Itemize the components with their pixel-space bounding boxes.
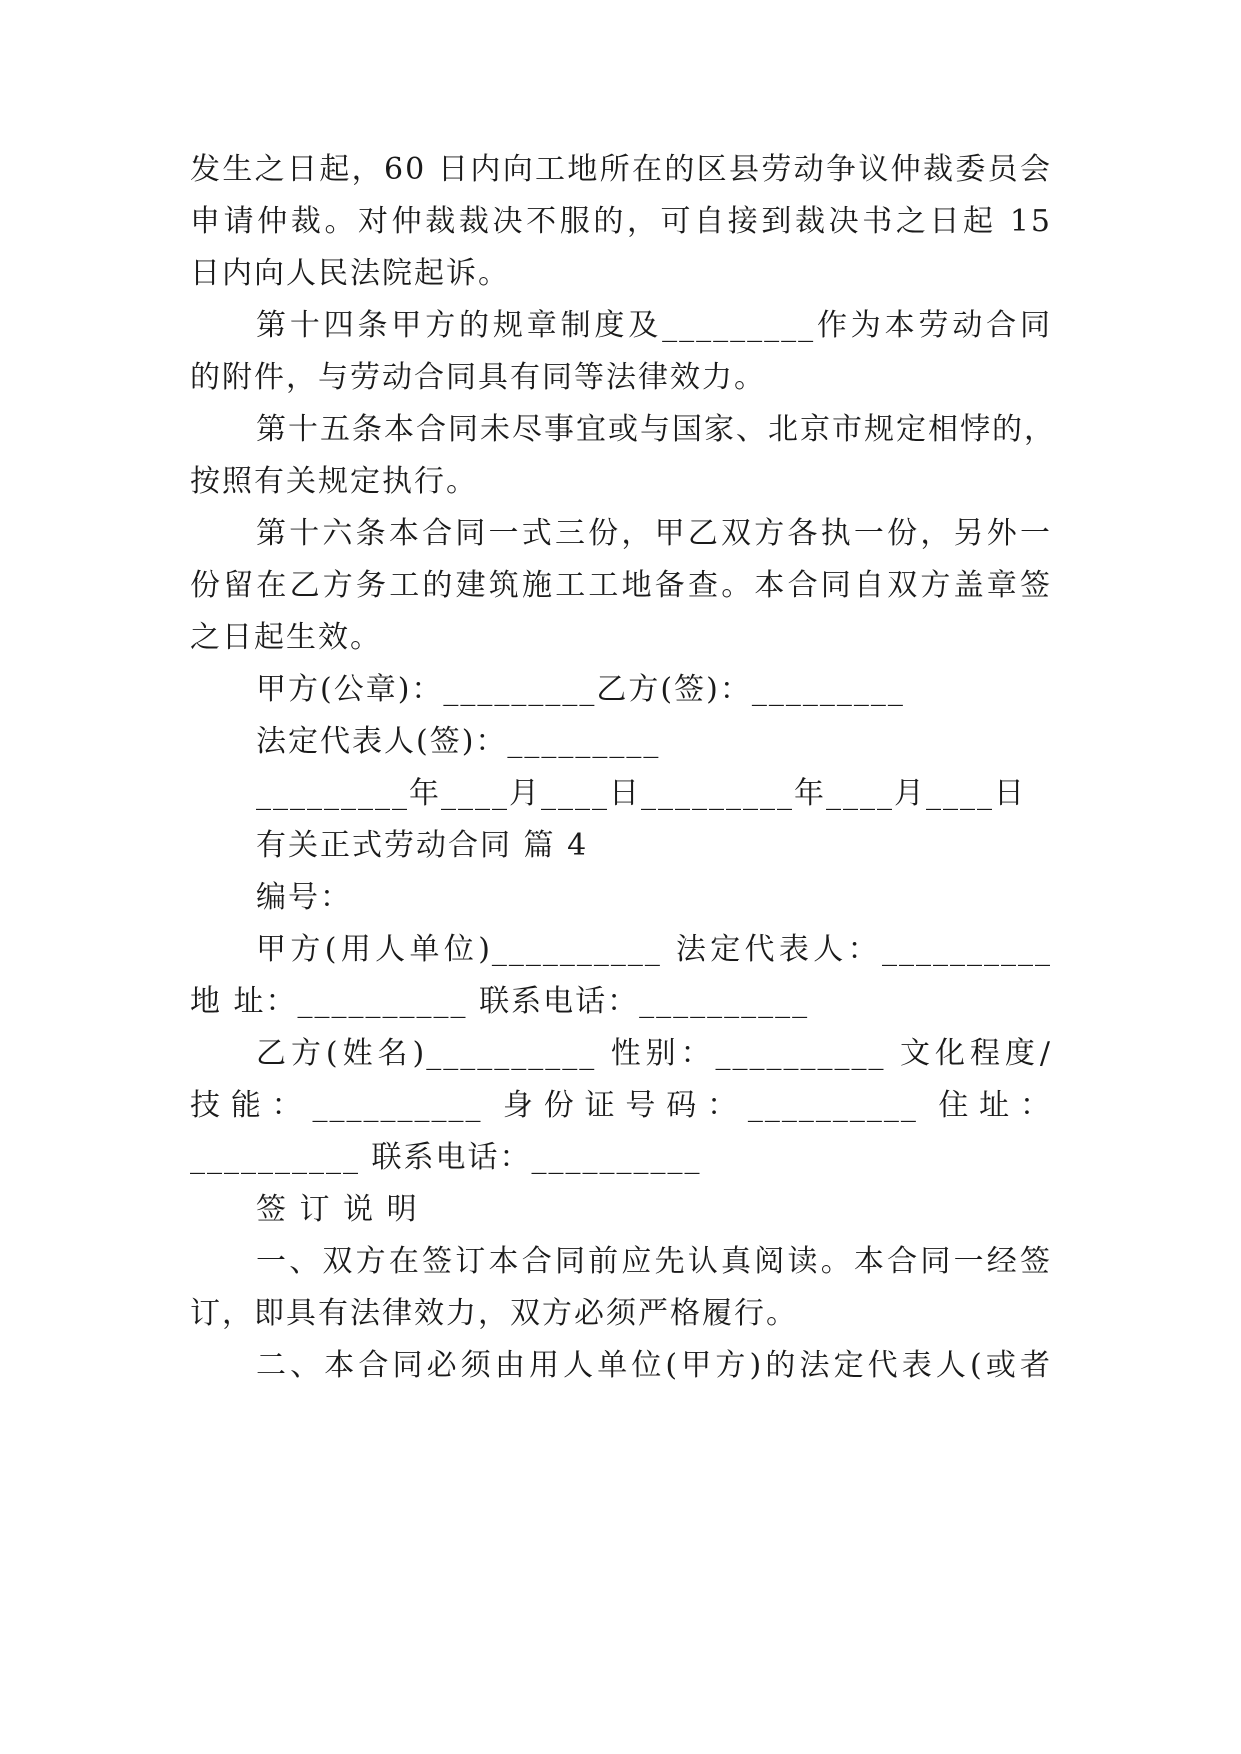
party-signature-line: 甲方(公章)：_________乙方(签)：_________ — [256, 672, 905, 707]
party-a-field-line: 甲方(用人单位)__________ 法定代表人：__________ — [256, 932, 1052, 967]
article-16-line: 第十六条本合同一式三份，甲乙双方各执一份，另外一 — [256, 516, 1052, 551]
paragraph-line: 日内向人民法院起诉。 — [190, 256, 510, 291]
paragraph-line: 发生之日起，60 日内向工地所在的区县劳动争议仲裁委员会 — [190, 152, 1052, 187]
legal-rep-signature-line: 法定代表人(签)：_________ — [256, 724, 661, 759]
article-15-line: 第十五条本合同未尽事宜或与国家、北京市规定相悖的， — [256, 412, 1056, 447]
note-1-line: 一、双方在签订本合同前应先认真阅读。本合同一经签 — [256, 1244, 1052, 1279]
party-b-field-line: __________ 联系电话：__________ — [190, 1140, 702, 1175]
signing-notes-heading: 签 订 说 明 — [256, 1192, 419, 1227]
article-14-line: 第十四条甲方的规章制度及_________作为本劳动合同 — [256, 308, 1052, 343]
note-2-line: 二、本合同必须由用人单位(甲方)的法定代表人(或者 — [256, 1348, 1052, 1383]
address-field-line: 地 址：__________ 联系电话：__________ — [190, 984, 810, 1019]
paragraph-line: 的附件，与劳动合同具有同等法律效力。 — [190, 360, 766, 395]
paragraph-line: 按照有关规定执行。 — [190, 464, 478, 499]
paragraph-line: 订，即具有法律效力，双方必须严格履行。 — [190, 1296, 798, 1331]
paragraph-line: 之日起生效。 — [190, 620, 382, 655]
date-line: _________年____月____日_________年____月____日 — [256, 776, 1026, 811]
paragraph-line: 申请仲裁。对仲裁裁决不服的，可自接到裁决书之日起 15 — [190, 204, 1052, 239]
section-heading: 有关正式劳动合同 篇 4 — [256, 828, 589, 863]
contract-number-label: 编号： — [256, 880, 352, 915]
paragraph-line: 份留在乙方务工的建筑施工工地备查。本合同自双方盖章签 — [190, 568, 1052, 603]
party-b-field-line: 技能：__________ 身份证号码：__________ 住址： — [190, 1088, 1052, 1123]
party-b-field-line: 乙方(姓名)__________ 性别：__________ 文化程度/ — [256, 1036, 1052, 1071]
